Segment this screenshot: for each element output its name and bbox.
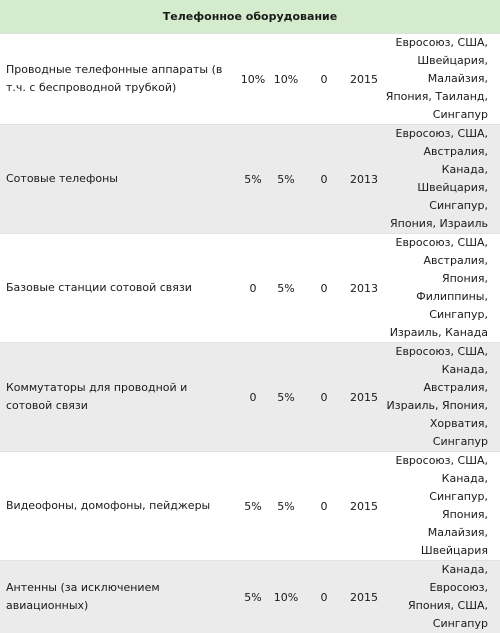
row-rate-3: 0 bbox=[302, 125, 346, 234]
table-row bbox=[0, 452, 500, 561]
row-product-name: Коммутаторы для проводной и сотовой связи bbox=[0, 343, 236, 452]
row-countries: Евросоюз, США, Канада, Австралия, Израиль, Япония, Хорватия, Сингапур bbox=[382, 343, 500, 452]
table-row bbox=[0, 561, 500, 633]
table-row bbox=[0, 34, 500, 125]
row-rate-2: 5% bbox=[270, 234, 302, 343]
row-product-name: Антенны (за исключением авиационных) bbox=[0, 561, 236, 633]
row-rate-3: 0 bbox=[302, 452, 346, 561]
row-countries: Евросоюз, США, Австралия, Канада, Швейцария, Сингапур, Япония, Израиль bbox=[382, 125, 500, 234]
row-rate-1: 0 bbox=[236, 234, 270, 343]
row-year: 2015 bbox=[346, 452, 382, 561]
row-rate-2: 5% bbox=[270, 343, 302, 452]
row-rate-3: 0 bbox=[302, 343, 346, 452]
table-row bbox=[0, 343, 500, 452]
row-countries: Евросоюз, США, Австралия, Япония, Филиппины, Сингапур, Израиль, Канада bbox=[382, 234, 500, 343]
row-rate-2: 10% bbox=[270, 34, 302, 125]
row-rate-1: 5% bbox=[236, 125, 270, 234]
row-countries: Евросоюз, США, Швейцария, Малайзия, Япония, Таиланд, Сингапур bbox=[382, 34, 500, 125]
table-row bbox=[0, 125, 500, 234]
row-year: 2015 bbox=[346, 343, 382, 452]
row-rate-1: 5% bbox=[236, 561, 270, 633]
row-rate-1: 0 bbox=[236, 343, 270, 452]
row-year: 2015 bbox=[346, 34, 382, 125]
row-product-name: Видеофоны, домофоны, пейджеры bbox=[0, 452, 236, 561]
row-year: 2013 bbox=[346, 125, 382, 234]
row-year: 2015 bbox=[346, 561, 382, 633]
row-rate-1: 10% bbox=[236, 34, 270, 125]
row-rate-3: 0 bbox=[302, 34, 346, 125]
row-product-name: Проводные телефонные аппараты (в т.ч. с беспроводной трубкой) bbox=[0, 34, 236, 125]
table-title: Телефонное оборудование bbox=[0, 0, 500, 34]
row-rate-3: 0 bbox=[302, 234, 346, 343]
row-rate-2: 5% bbox=[270, 452, 302, 561]
row-product-name: Сотовые телефоны bbox=[0, 125, 236, 234]
row-rate-2: 5% bbox=[270, 125, 302, 234]
row-product-name: Базовые станции сотовой связи bbox=[0, 234, 236, 343]
row-rate-1: 5% bbox=[236, 452, 270, 561]
row-rate-2: 10% bbox=[270, 561, 302, 633]
row-countries: Евросоюз, США, Канада, Сингапур, Япония, Малайзия, Швейцария bbox=[382, 452, 500, 561]
row-countries: Канада, Евросоюз, Япония, США, Сингапур bbox=[382, 561, 500, 633]
row-rate-3: 0 bbox=[302, 561, 346, 633]
table-row bbox=[0, 234, 500, 343]
row-year: 2013 bbox=[346, 234, 382, 343]
table-header-row bbox=[0, 0, 500, 34]
